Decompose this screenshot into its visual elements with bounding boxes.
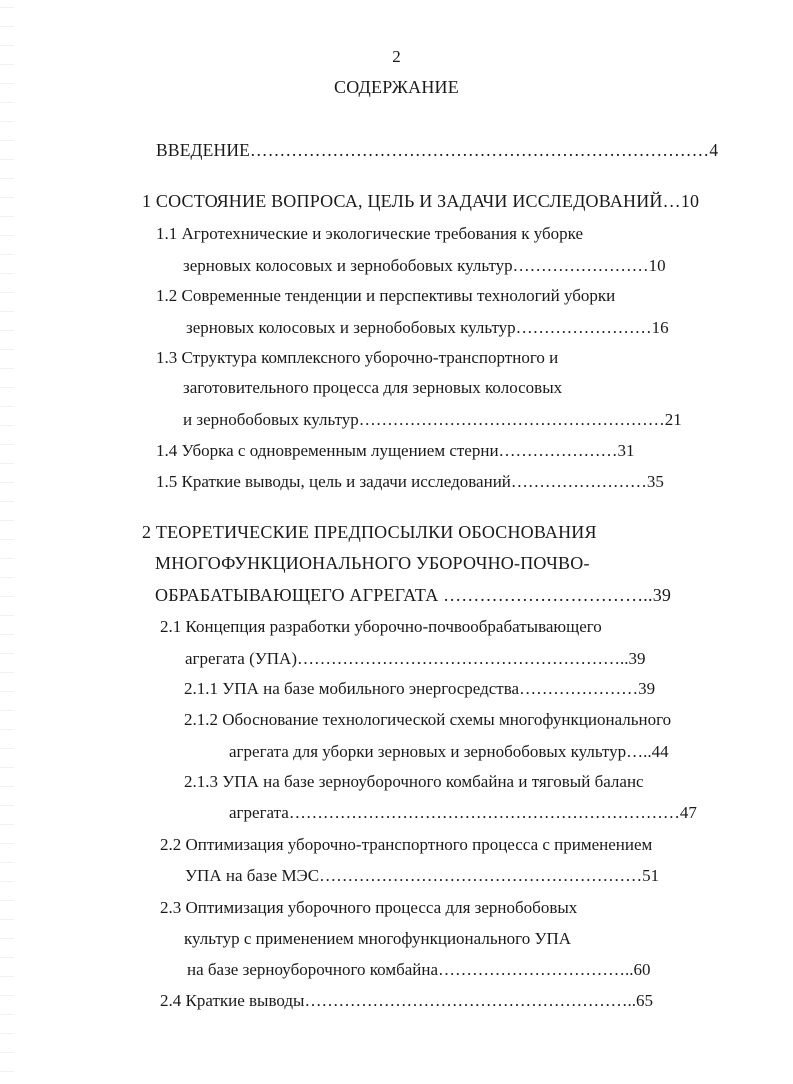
toc-entry-1-2-cont: зерновых колосовых и зернобобовых культур……………………16 xyxy=(186,318,669,337)
toc-entry-1-4: 1.4 Уборка с одновременным лущением стерни…………………31 xyxy=(156,441,635,460)
toc-entry-chapter-2: 2 ТЕОРЕТИЧЕСКИЕ ПРЕДПОСЫЛКИ ОБОСНОВАНИЯ xyxy=(142,522,597,542)
toc-entry-intro: ВВЕДЕНИЕ……………………………………………………………………4 xyxy=(156,140,719,160)
toc-entry-2-1-2: 2.1.2 Обоснование технологической схемы многофункционального xyxy=(184,710,672,729)
toc-entry-2-2: 2.2 Оптимизация уборочно-транспортного процесса с применением xyxy=(160,835,653,854)
toc-entry-1-1: 1.1 Агротехнические и экологические требования к уборке xyxy=(156,224,584,243)
toc-entry-2-1-3: 2.1.3 УПА на базе зерноуборочного комбайна и тяговый баланс xyxy=(184,772,644,791)
toc-entry-1-2: 1.2 Современные тенденции и перспективы технологий уборки xyxy=(156,286,616,305)
toc-entry-chapter-1: 1 СОСТОЯНИЕ ВОПРОСА, ЦЕЛЬ И ЗАДАЧИ ИССЛЕДОВАНИЙ…10 xyxy=(142,191,700,211)
toc-entry-2-2-cont: УПА на базе МЭС…………………………………………………51 xyxy=(185,866,660,885)
toc-entry-2-1-2-cont: агрегата для уборки зерновых и зернобобовых культур…..44 xyxy=(229,742,669,761)
toc-entry-1-3-cont2: и зернобобовых культур………………………………………………21 xyxy=(183,410,682,429)
toc-entry-2-1-cont: агрегата (УПА)…………………………………………………..39 xyxy=(185,649,646,668)
toc-entry-2-1-3-cont: агрегата……………………………………………………………47 xyxy=(229,803,697,822)
toc-entry-1-3-cont: заготовительного процесса для зерновых колосовых xyxy=(183,378,563,397)
toc-entry-2-4: 2.4 Краткие выводы…………………………………………………..65 xyxy=(160,991,653,1010)
toc-entry-2-3: 2.3 Оптимизация уборочного процесса для зернобобовых xyxy=(160,898,578,917)
toc-entry-2-1: 2.1 Концепция разработки уборочно-почвообрабатывающего xyxy=(160,617,602,636)
toc-entry-2-1-1: 2.1.1 УПА на базе мобильного энергосредства…………………39 xyxy=(184,679,656,698)
toc-entry-1-5: 1.5 Краткие выводы, цель и задачи исследований……………………35 xyxy=(156,472,664,491)
toc-entry-2-3-cont2: на базе зерноуборочного комбайна……………………………..60 xyxy=(187,960,651,979)
toc-entry-chapter-2-cont2: ОБРАБАТЫВАЮЩЕГО АГРЕГАТА ……………………………..39 xyxy=(155,585,672,605)
toc-entry-chapter-2-cont: МНОГОФУНКЦИОНАЛЬНОГО УБОРОЧНО-ПОЧВО- xyxy=(155,553,590,573)
page-number: 2 xyxy=(392,47,401,66)
page-title: СОДЕРЖАНИЕ xyxy=(334,77,459,97)
toc-entry-1-1-cont: зерновых колосовых и зернобобовых культур……………………10 xyxy=(183,256,666,275)
toc-entry-1-3: 1.3 Структура комплексного уборочно-транспортного и xyxy=(156,348,559,367)
toc-entry-2-3-cont: культур с применением многофункционального УПА xyxy=(184,929,572,948)
scan-edge-artifact xyxy=(0,0,14,1084)
